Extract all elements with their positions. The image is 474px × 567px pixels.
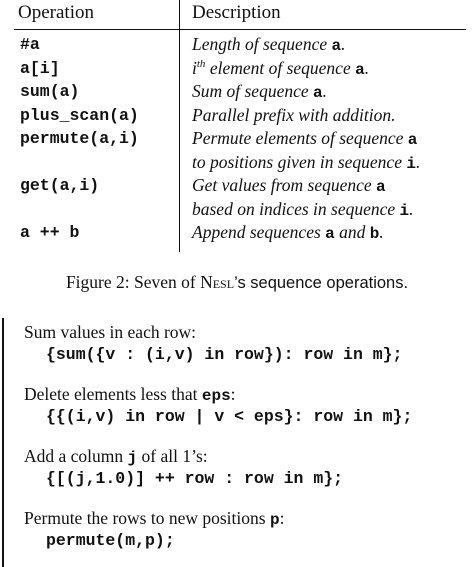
code-line: permute(m,p); bbox=[46, 531, 175, 550]
header-operation: Operation bbox=[18, 2, 94, 23]
code-margin-bar bbox=[2, 318, 4, 567]
table-row bbox=[14, 175, 466, 199]
table-row bbox=[14, 58, 466, 82]
code-example-title: Add a column j of all 1’s: bbox=[24, 446, 208, 467]
code-example-add-column bbox=[24, 446, 343, 488]
code-example-delete bbox=[24, 384, 412, 426]
table-row bbox=[14, 222, 466, 246]
operation-cell: #a bbox=[20, 35, 40, 54]
code-example-title: Permute the rows to new positions p: bbox=[24, 508, 285, 529]
table-header bbox=[14, 0, 466, 30]
table-row bbox=[14, 199, 466, 223]
description-cell: Length of sequence a. bbox=[192, 34, 346, 55]
table-row bbox=[14, 34, 466, 58]
code-line: {[(j,1.0)] ++ row : row in m}; bbox=[46, 469, 344, 488]
table-row bbox=[14, 105, 466, 129]
description-cell: Sum of sequence a. bbox=[192, 81, 327, 102]
code-line: {{(i,v) in row | v < eps}: row in m}; bbox=[46, 407, 413, 426]
description-cell: Append sequences a and b. bbox=[192, 222, 384, 243]
description-cell: to positions given in sequence i. bbox=[192, 151, 421, 173]
description-cell: Permute elements of sequence a bbox=[192, 128, 418, 149]
code-example-sum bbox=[24, 322, 402, 364]
description-cell: $i^{th}$ element of sequence a. bbox=[192, 57, 370, 79]
table-row bbox=[14, 152, 466, 176]
operation-cell: get(a,i) bbox=[20, 176, 100, 195]
code-example-permute bbox=[24, 508, 284, 550]
table-row bbox=[14, 128, 466, 152]
code-line: {sum({v : (i,v) in row}): row in m}; bbox=[46, 345, 403, 364]
description-cell: Parallel prefix with addition. bbox=[192, 104, 396, 125]
operation-cell: permute(a,i) bbox=[20, 129, 139, 148]
operations-table bbox=[14, 0, 466, 246]
code-example-title: Delete elements less that eps: bbox=[24, 384, 236, 405]
operation-cell: plus_scan(a) bbox=[20, 105, 139, 125]
description-cell: Get values from sequence a bbox=[192, 175, 386, 196]
code-example-title: Sum values in each row: bbox=[24, 322, 197, 342]
operation-cell: a[i] bbox=[20, 58, 60, 78]
figure-caption: Figure 2: Seven of Nesl’s sequence operations. bbox=[65, 272, 409, 292]
operation-cell: sum(a) bbox=[20, 82, 80, 101]
table-row bbox=[14, 81, 466, 105]
header-description: Description bbox=[192, 2, 281, 23]
operation-cell: a ++ b bbox=[20, 223, 80, 242]
description-cell: based on indices in sequence i. bbox=[192, 198, 414, 220]
